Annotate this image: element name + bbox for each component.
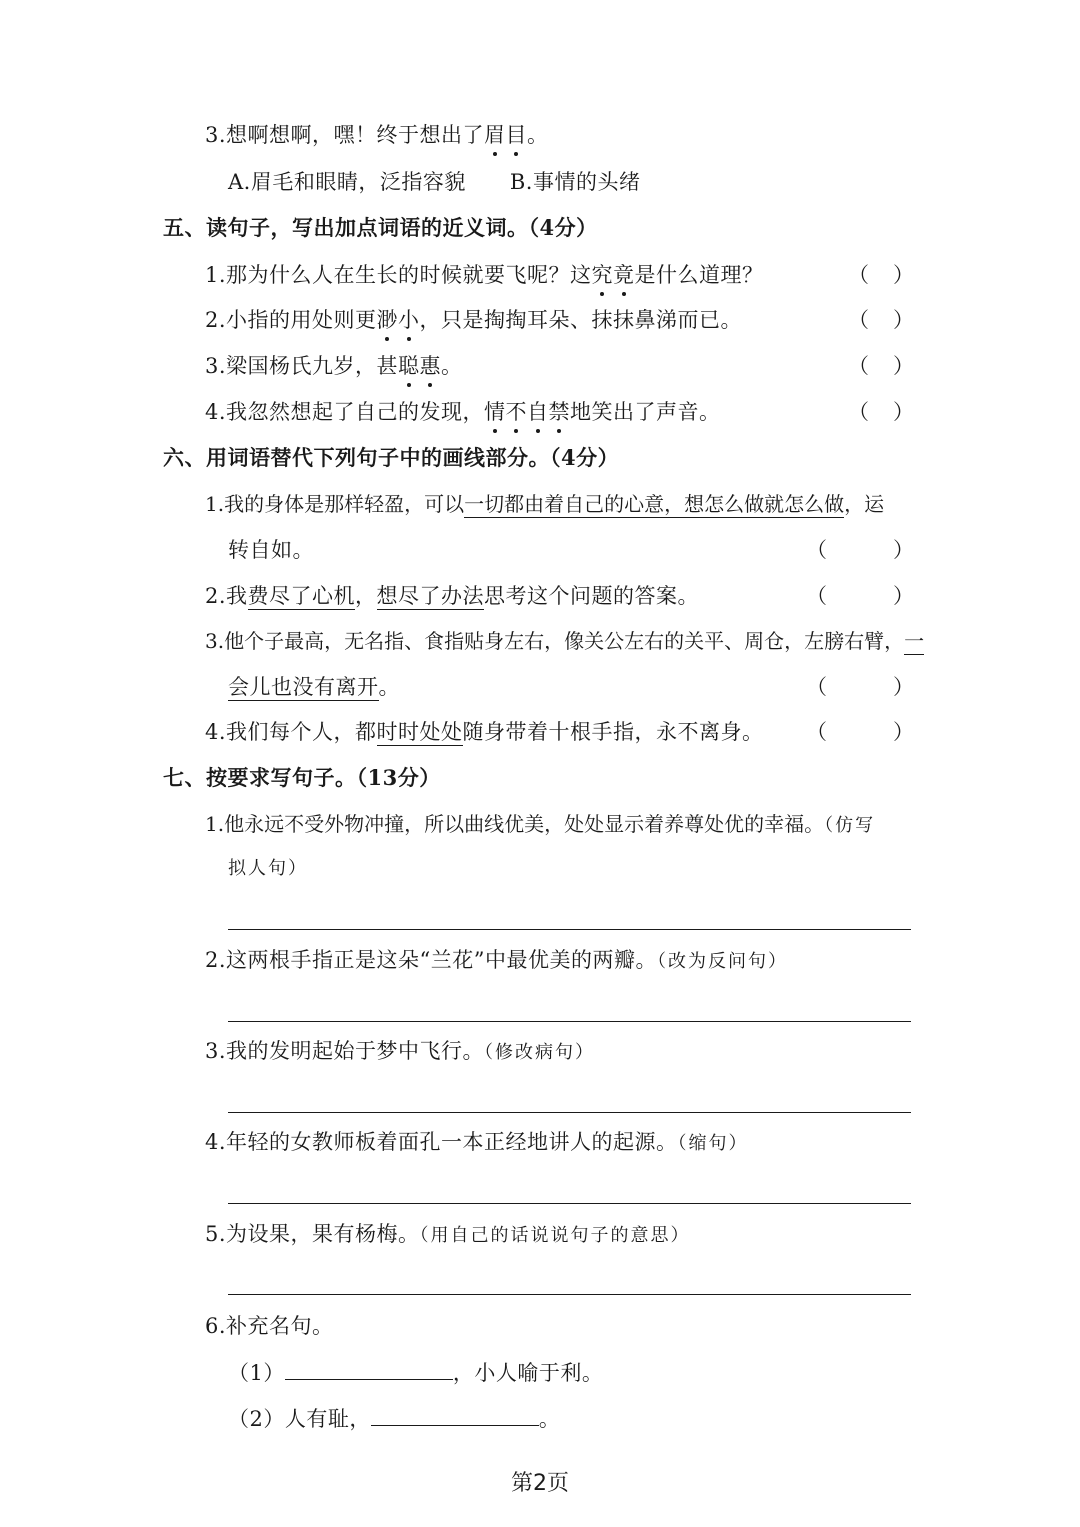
q4-item-3-options xyxy=(228,167,640,197)
section-7-item-2 xyxy=(205,945,788,977)
section-7-item-6-sub-1 xyxy=(228,1357,603,1388)
q4-item-3 xyxy=(205,120,549,150)
underlined-phrase: 想尽了办法 xyxy=(376,584,485,608)
section-7-item-6-sub-2 xyxy=(228,1403,560,1434)
section-5-title: 五、读句子，写出加点词语的近义词。（4分） xyxy=(163,215,598,240)
sub-label: （2）人有耻， xyxy=(228,1407,371,1431)
answer-paren-right: ） xyxy=(893,354,914,378)
sub-label: （1） xyxy=(228,1361,285,1385)
item-instruction: （修改病句） xyxy=(484,1042,596,1063)
answer-paren-left: （ xyxy=(848,308,869,332)
section-5-item-3 xyxy=(205,351,463,381)
item-text: 2.小指的用处则更 xyxy=(205,308,377,332)
section-7-item-1 xyxy=(205,809,875,841)
section-7-item-1-note2: 拟人句） xyxy=(228,858,308,879)
punct: 。 xyxy=(378,675,400,699)
item-text: 4.我们每个人，都 xyxy=(205,720,377,744)
answer-paren-right: ） xyxy=(893,584,914,608)
fill-blank[interactable] xyxy=(371,1403,539,1426)
section-6-item-2 xyxy=(205,581,699,611)
item-instruction: （用自己的话说说句子的意思） xyxy=(419,1225,691,1246)
section-5-item-1 xyxy=(205,260,764,290)
dotted-char: 小 xyxy=(398,305,420,335)
punct: ， xyxy=(355,584,377,608)
answer-blank[interactable] xyxy=(828,719,890,747)
answer-blank[interactable] xyxy=(870,307,892,335)
item-instruction: （改为反问句） xyxy=(657,951,789,972)
answer-paren-right: ） xyxy=(893,400,914,424)
item-text: 5.为设果，果有杨梅。 xyxy=(205,1222,420,1246)
item-text: 1.他永远不受外物冲撞，所以曲线优美，处处显示着养尊处优的幸福。 xyxy=(205,812,825,836)
section-6-title: 六、用词语替代下列句子中的画线部分。（4分） xyxy=(163,445,620,470)
answer-paren-right: ） xyxy=(893,720,914,744)
answer-paren-left: （ xyxy=(806,584,827,608)
answer-blank[interactable] xyxy=(870,262,892,290)
section-6-item-1 xyxy=(205,489,884,519)
section-6-item-3 xyxy=(205,626,924,656)
section-5-item-4 xyxy=(205,397,721,427)
punct: 。 xyxy=(538,1407,561,1431)
dotted-char: 竟 xyxy=(613,260,635,290)
section-7-item-5 xyxy=(205,1219,691,1251)
fill-blank[interactable] xyxy=(285,1357,453,1380)
answer-line[interactable] xyxy=(228,1112,911,1113)
answer-paren-left: （ xyxy=(806,538,827,562)
section-7-item-3 xyxy=(205,1036,595,1068)
item-text: 3.他个子最高，无名指、食指贴身左右，像关公左右的关平、周仓，左膀右臂， xyxy=(205,629,905,653)
item-text: 3.梁国杨氏九岁，甚 xyxy=(205,354,399,378)
item-text: 地笑出了声音。 xyxy=(570,400,721,424)
section-6-item-4 xyxy=(205,717,764,747)
dotted-char: 不 xyxy=(506,397,528,427)
dotted-char: 渺 xyxy=(377,305,399,335)
answer-blank[interactable] xyxy=(870,399,892,427)
section-7-title: 七、按要求写句子。（13分） xyxy=(163,765,441,790)
item-text: 2.这两根手指正是这朵“兰花”中最优美的两瓣。 xyxy=(205,948,658,972)
dotted-char: 自 xyxy=(527,397,549,427)
punct: 。 xyxy=(527,123,549,147)
answer-paren-left: （ xyxy=(848,400,869,424)
answer-paren-left: （ xyxy=(848,354,869,378)
q4-item-3-text: 3.想啊想啊，嘿！终于想出了 xyxy=(205,123,485,147)
item-text: 。 xyxy=(441,354,463,378)
answer-line[interactable] xyxy=(228,1294,911,1295)
answer-paren-right: ） xyxy=(893,538,914,562)
dotted-char: 聪 xyxy=(398,351,420,381)
section-6-item-1-line2: 转自如。 xyxy=(228,538,314,562)
answer-blank[interactable] xyxy=(870,353,892,381)
item-text: 4.我忽然想起了自己的发现， xyxy=(205,400,485,424)
option-a[interactable]: A.眉毛和眼睛，泛指容貌 xyxy=(228,170,466,194)
answer-paren-left: （ xyxy=(848,263,869,287)
answer-paren-right: ） xyxy=(893,675,914,699)
dotted-char: 究 xyxy=(592,260,614,290)
item-text: 2.我 xyxy=(205,584,248,608)
section-5-item-2 xyxy=(205,305,742,335)
item-text: 随身带着十根手指，永不离身。 xyxy=(462,720,764,744)
item-instruction: （缩句） xyxy=(677,1133,749,1154)
item-text: ，只是掏掏耳朵、抹抹鼻涕而已。 xyxy=(419,308,743,332)
item-text: 思考这个问题的答案。 xyxy=(484,584,700,608)
underlined-phrase: 会儿也没有离开 xyxy=(228,675,379,699)
item-text: ，小人喻于利。 xyxy=(452,1361,604,1385)
answer-paren-left: （ xyxy=(806,675,827,699)
section-7-item-6: 6.补充名句。 xyxy=(205,1314,334,1338)
answer-blank[interactable] xyxy=(828,583,890,611)
section-6-item-3-line2 xyxy=(228,672,400,702)
underlined-phrase: 一 xyxy=(904,629,925,653)
item-text: 1.我的身体是那样轻盈，可以 xyxy=(205,492,465,516)
item-text: 3.我的发明起始于梦中飞行。 xyxy=(205,1039,485,1063)
item-text: ，运 xyxy=(844,492,885,516)
page-number: 第2页 xyxy=(511,1471,569,1496)
section-7-item-4 xyxy=(205,1127,749,1159)
answer-paren-right: ） xyxy=(893,263,914,287)
answer-blank[interactable] xyxy=(828,674,890,702)
item-instruction: （仿写 xyxy=(824,815,876,836)
underlined-phrase: 费尽了心机 xyxy=(247,584,356,608)
answer-blank[interactable] xyxy=(828,537,890,565)
answer-paren-right: ） xyxy=(893,308,914,332)
answer-line[interactable] xyxy=(228,929,911,930)
underlined-phrase: 一切都由着自己的心意，想怎么做就怎么做 xyxy=(464,492,845,516)
dotted-char: 眉 xyxy=(484,120,506,150)
item-text: 1.那为什么人在生长的时候就要飞呢？这 xyxy=(205,263,592,287)
answer-line[interactable] xyxy=(228,1203,911,1204)
option-b[interactable]: B.事情的头绪 xyxy=(509,170,641,194)
item-text: 是什么道理？ xyxy=(634,263,764,287)
item-text: 4.年轻的女教师板着面孔一本正经地讲人的起源。 xyxy=(205,1130,678,1154)
dotted-char: 目 xyxy=(506,120,528,150)
answer-paren-left: （ xyxy=(806,720,827,744)
underlined-phrase: 时时处处 xyxy=(376,720,463,744)
dotted-char: 禁 xyxy=(549,397,571,427)
dotted-char: 情 xyxy=(484,397,506,427)
dotted-char: 惠 xyxy=(420,351,442,381)
answer-line[interactable] xyxy=(228,1021,911,1022)
